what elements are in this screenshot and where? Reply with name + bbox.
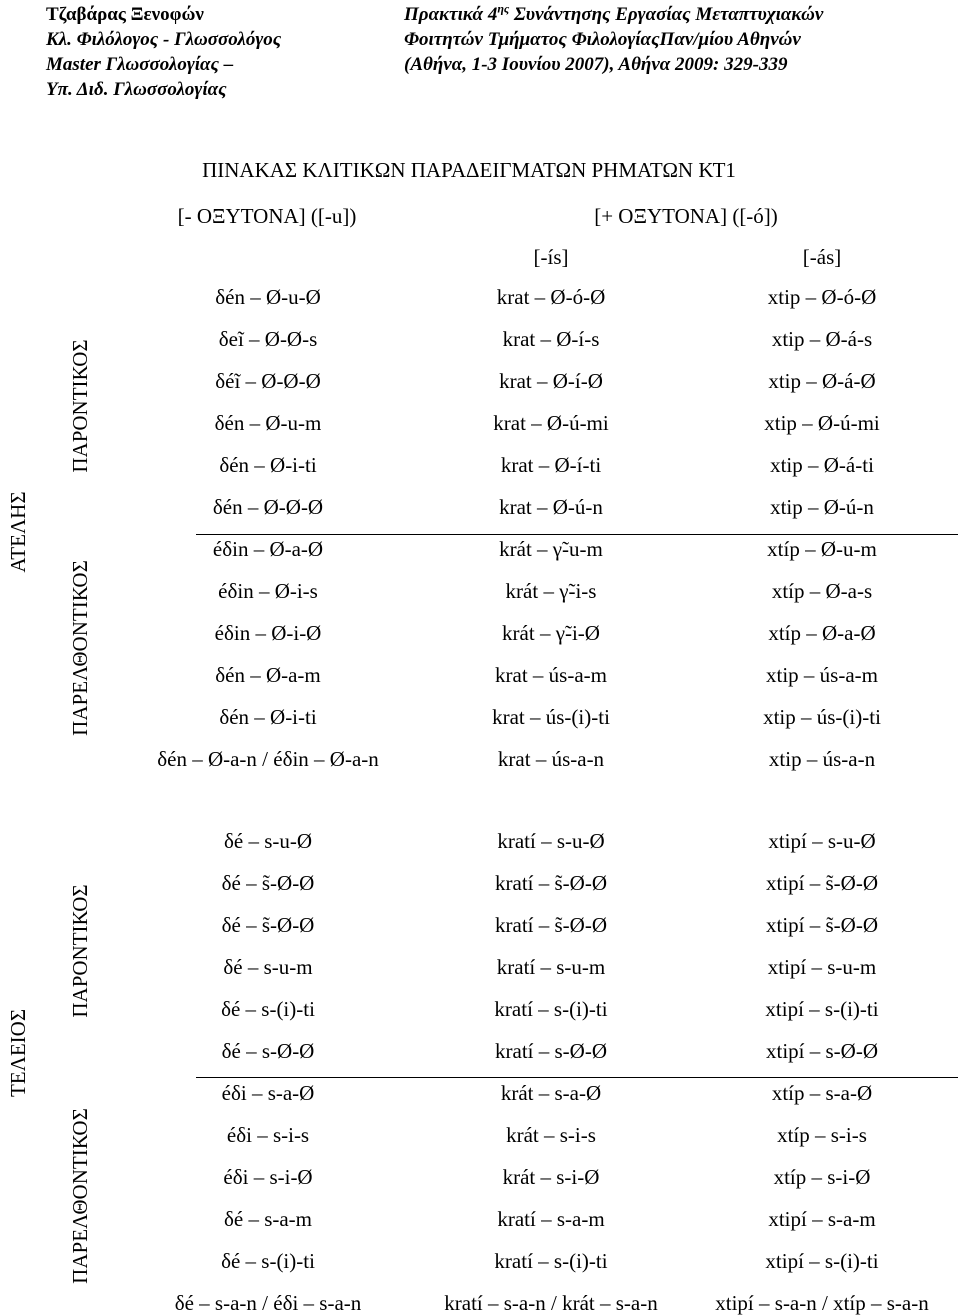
table-cell: xtipí – s-(i)-ti xyxy=(765,1249,879,1273)
table-cell: δé – s̃-Ø-Ø xyxy=(221,913,315,937)
table-cell: krat – Ø-ó-Ø xyxy=(496,285,606,309)
table-cell: δé – s̃-Ø-Ø xyxy=(221,871,315,895)
table-cell: éδi – s-a-Ø xyxy=(221,1081,315,1105)
table-cell: xtip – Ø-á-Ø xyxy=(768,369,876,393)
author-position: Υπ. Διδ. Γλωσσολογίας xyxy=(46,79,227,100)
table-cell: xtip – Ø-á-ti xyxy=(770,453,874,477)
table-cell: δé – s-a-m xyxy=(223,1207,313,1231)
table-cell: krát – γ̃-i-s xyxy=(505,579,597,603)
table-cell: krat – Ø-í-Ø xyxy=(499,369,603,393)
table-cell: krát – γ̃-i-Ø xyxy=(502,621,600,645)
table-cell: kratí – s-a-n / krát – s-a-n xyxy=(444,1291,658,1315)
table-cell: éδin – Ø-a-Ø xyxy=(212,537,324,561)
table-cell: xtipí – s-a-m xyxy=(768,1207,876,1231)
table-cell: xtíp – Ø-u-m xyxy=(767,537,877,561)
table-cell: xtip – Ø-ú-n xyxy=(770,495,874,519)
table-cell: δé – s-u-m xyxy=(223,955,313,979)
table-cell: δé – s-Ø-Ø xyxy=(221,1039,315,1063)
table-cell: kratí – s̃-Ø-Ø xyxy=(495,871,607,895)
table-cell: kratí – s-(i)-ti xyxy=(494,997,608,1021)
proceedings-line-2: Φοιτητών Τμήματος ΦιλολογίαςΠαν/μίου Αθηνών xyxy=(404,29,801,50)
table-cell: xtipí – s-u-Ø xyxy=(768,829,876,853)
table-cell: δeĩ – Ø-Ø-s xyxy=(218,327,318,351)
table-cell: xtíp – s-i-s xyxy=(777,1123,867,1147)
author-name: Τζαβάρας Ξενοφών xyxy=(46,4,204,25)
table-cell: xtíp – s-a-Ø xyxy=(771,1081,873,1105)
group-plus-oxytona: [+ ΟΞΥΤΟΝΑ] ([-ó]) xyxy=(594,204,778,228)
table-cell: xtipí – s̃-Ø-Ø xyxy=(766,871,878,895)
table-cell: krat – ús-(i)-ti xyxy=(492,705,610,729)
table-cell: δén – Ø-a-m xyxy=(215,663,321,687)
table-cell: krát – s-a-Ø xyxy=(500,1081,602,1105)
subheader-is: [-ís] xyxy=(533,245,569,269)
section-divider-1 xyxy=(196,534,958,535)
table-cell: δé – s-a-n / éδi – s-a-n xyxy=(174,1291,362,1315)
table-cell: δén – Ø-i-ti xyxy=(219,705,317,729)
proceedings-block xyxy=(404,2,823,77)
table-cell: kratí – s̃-Ø-Ø xyxy=(495,913,607,937)
table-cell: éδi – s-i-s xyxy=(226,1123,310,1147)
table-cell: kratí – s-Ø-Ø xyxy=(495,1039,607,1063)
table-cell: krat – Ø-ú-n xyxy=(499,495,603,519)
table-cell: krát – s-i-Ø xyxy=(502,1165,600,1189)
tense-label-past-2: ΠΑΡΕΛΘΟΝΤΙΚΟΣ xyxy=(68,1108,92,1284)
proceedings-line-3: (Αθήνα, 1-3 Ιουνίου 2007), Αθήνα 2009: 329-339 xyxy=(404,54,788,75)
table-cell: kratí – s-a-m xyxy=(497,1207,605,1231)
table-cell: δé – s-(i)-ti xyxy=(221,1249,315,1273)
table-cell: krat – ús-a-m xyxy=(495,663,607,687)
section-divider-2 xyxy=(196,1077,958,1078)
table-title: ΠΙΝΑΚΑΣ ΚΛΙΤΙΚΩΝ ΠΑΡΑΔΕΙΓΜΑΤΩΝ ΡΗΜΑΤΩΝ ΚΤ1 xyxy=(202,158,736,182)
table-cell: xtip – Ø-á-s xyxy=(771,327,873,351)
table-cell: δén – Ø-u-m xyxy=(214,411,322,435)
table-cell: xtipí – s-u-m xyxy=(767,955,877,979)
table-cell: kratí – s-(i)-ti xyxy=(494,1249,608,1273)
tense-label-present-2: ΠΑΡΟΝΤΙΚΟΣ xyxy=(68,884,92,1018)
table-cell: krat – Ø-í-ti xyxy=(500,453,602,477)
table-cell: xtíp – Ø-a-s xyxy=(771,579,873,603)
table-cell: xtip – ús-a-m xyxy=(766,663,878,687)
table-cell: δén – Ø-i-ti xyxy=(219,453,317,477)
subheader-as: [-ás] xyxy=(802,245,842,269)
proceedings-line-1: Πρακτικά $4^{\eta\varsigma}$ Συνάντησης Εργασίας Μεταπτυχιακών xyxy=(404,1,824,25)
table-cell: xtipí – s-Ø-Ø xyxy=(766,1039,878,1063)
aspect-label-perfective: ΤΕΛΕΙΟΣ xyxy=(6,1008,30,1098)
table-cell: éδin – Ø-i-Ø xyxy=(214,621,322,645)
table-cell: xtip – Ø-ó-Ø xyxy=(767,285,877,309)
author-block xyxy=(46,2,281,102)
table-cell: xtipí – s-a-n / xtíp – s-a-n xyxy=(715,1291,929,1315)
table-cell: xtipí – s-(i)-ti xyxy=(765,997,879,1021)
table-cell: δé – s-u-Ø xyxy=(223,829,313,853)
table-cell: δé – s-(i)-ti xyxy=(221,997,315,1021)
table-cell: xtipí – s̃-Ø-Ø xyxy=(766,913,878,937)
table-cell: xtíp – s-i-Ø xyxy=(773,1165,871,1189)
table-cell: éδi – s-i-Ø xyxy=(223,1165,313,1189)
table-cell: xtip – Ø-ú-mi xyxy=(764,411,880,435)
table-cell: δén – Ø-u-Ø xyxy=(215,285,321,309)
table-cell: xtíp – Ø-a-Ø xyxy=(768,621,876,645)
table-cell: krat – Ø-ú-mi xyxy=(493,411,609,435)
author-degree: Master Γλωσσολογίας – xyxy=(46,54,234,75)
table-cell: krát – s-i-s xyxy=(506,1123,596,1147)
tense-label-past-1: ΠΑΡΕΛΘΟΝΤΙΚΟΣ xyxy=(68,560,92,736)
author-title: Κλ. Φιλόλογος - Γλωσσολόγος xyxy=(46,29,282,50)
table-cell: krat – ús-a-n xyxy=(497,747,605,771)
group-minus-oxytona: [- ΟΞΥΤΟΝΑ] ([-u]) xyxy=(177,204,357,228)
table-cell: krat – Ø-í-s xyxy=(502,327,600,351)
table-cell: kratí – s-u-Ø xyxy=(497,829,605,853)
tense-label-present-1: ΠΑΡΟΝΤΙΚΟΣ xyxy=(68,339,92,473)
aspect-label-imperfective: ΑΤΕΛΗΣ xyxy=(6,491,30,573)
table-cell: δén – Ø-Ø-Ø xyxy=(212,495,324,519)
table-cell: éδin – Ø-i-s xyxy=(218,579,318,603)
table-cell: δén – Ø-a-n / éδin – Ø-a-n xyxy=(157,747,379,771)
table-cell: xtip – ús-a-n xyxy=(768,747,876,771)
table-cell: kratí – s-u-m xyxy=(496,955,606,979)
table-cell: xtip – ús-(i)-ti xyxy=(763,705,881,729)
table-cell: δéĩ – Ø-Ø-Ø xyxy=(215,369,321,393)
table-cell: krát – γ̃-u-m xyxy=(499,537,603,561)
